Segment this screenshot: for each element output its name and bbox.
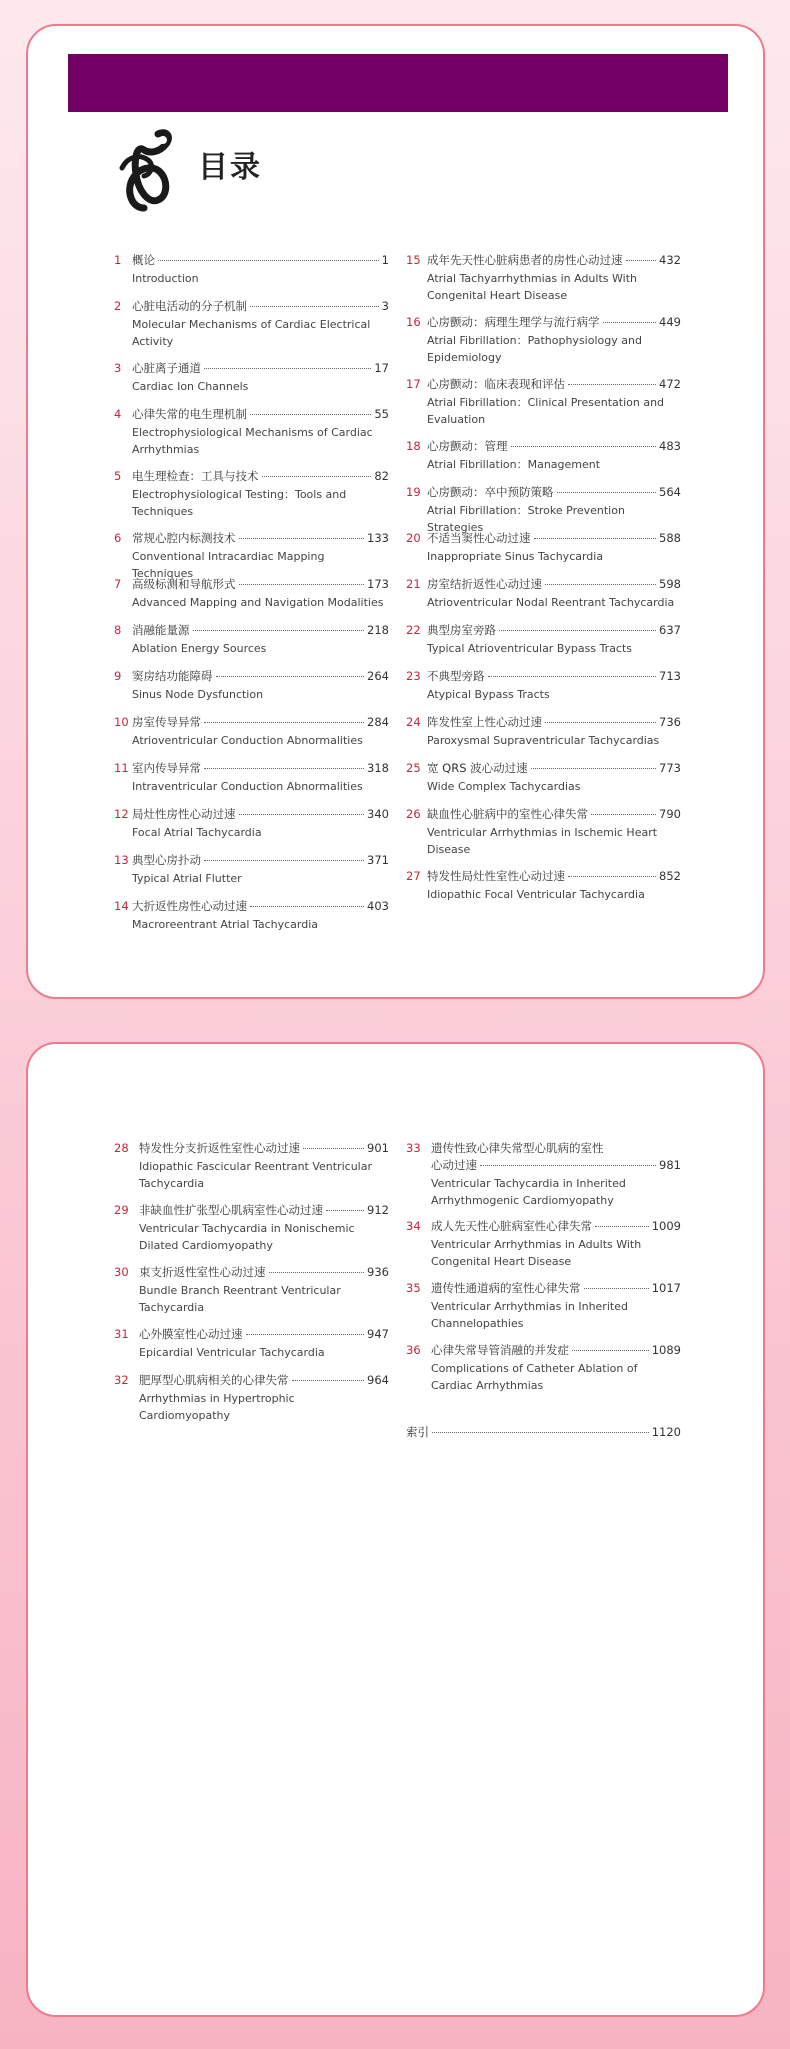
chapter-title-en: Atrioventricular Nodal Reentrant Tachycardia [427, 596, 675, 609]
chapter-number: 15 [406, 253, 421, 267]
chapter-title-zh: 遗传性致心律失常型心肌病的室性 [431, 1141, 604, 1155]
page-number: 947 [367, 1327, 389, 1341]
dot-leader [246, 1334, 365, 1335]
page-number: 432 [659, 253, 681, 267]
dot-leader [534, 538, 657, 539]
chapter-title-zh: 典型心房扑动 [132, 853, 201, 867]
chapter-title-en: Atrioventricular Conduction Abnormalities [132, 734, 363, 747]
dot-leader [239, 814, 365, 815]
chapter-number: 28 [114, 1141, 129, 1155]
chapter-title-zh: 概论 [132, 253, 155, 267]
chapter-title-zh: 成人先天性心脏病室性心律失常 [431, 1219, 592, 1233]
chapter-title-zh: 典型房室旁路 [427, 623, 496, 637]
chapter-number: 22 [406, 623, 421, 637]
chapter-number: 16 [406, 315, 421, 329]
chapter-title-en: Electrophysiological Mechanisms of Cardiac Arrhythmias [132, 426, 373, 456]
page-number: 82 [374, 469, 389, 483]
page-number: 55 [374, 407, 389, 421]
chapter-number: 17 [406, 377, 421, 391]
dot-leader [511, 446, 657, 447]
chapter-title-en: Atrial Fibrillation：Clinical Presentation and Evaluation [427, 396, 665, 426]
chapter-title-en: Sinus Node Dysfunction [132, 688, 264, 701]
chapter-number: 9 [114, 669, 122, 683]
chapter-title-en: Arrhythmias in Hypertrophic Cardiomyopathy [139, 1392, 295, 1422]
chapter-number: 24 [406, 715, 421, 729]
chapter-title-zh: 房室结折返性心动过速 [427, 577, 542, 591]
chapter-title-zh: 心律失常的电生理机制 [132, 407, 247, 421]
chapter-title-zh: 束支折返性室性心动过速 [139, 1265, 266, 1279]
page-number: 133 [367, 531, 389, 545]
index-label: 索引 [406, 1425, 429, 1439]
page-number: 472 [659, 377, 681, 391]
dot-leader [584, 1288, 649, 1289]
chapter-title-zh: 阵发性室上性心动过速 [427, 715, 542, 729]
dot-leader [557, 492, 657, 493]
chapter-title-en: Ventricular Arrhythmias in Ischemic Heart Disease [427, 826, 658, 856]
chapter-number: 20 [406, 531, 421, 545]
page-number: 912 [367, 1203, 389, 1217]
page-number: 218 [367, 623, 389, 637]
chapter-title-zh: 特发性局灶性室性心动过速 [427, 869, 565, 883]
toc-card-1 [26, 24, 765, 999]
chapter-number: 26 [406, 807, 421, 821]
dot-leader [250, 414, 371, 415]
chapter-title-en: Molecular Mechanisms of Cardiac Electrical Activity [132, 318, 371, 348]
chapter-title-zh: 高级标测和导航形式 [132, 577, 236, 591]
dot-leader [488, 676, 657, 677]
chapter-number: 4 [114, 407, 122, 421]
dot-leader [480, 1165, 656, 1166]
chapter-title-en: Ventricular Arrhythmias in Adults With Congenital Heart Disease [431, 1238, 642, 1268]
chapter-title-en: Cardiac Ion Channels [132, 380, 249, 393]
chapter-title-en: Conventional Intracardiac Mapping Techniques [132, 550, 325, 580]
page-number: 736 [659, 715, 681, 729]
chapter-title-zh: 非缺血性扩张型心肌病室性心动过速 [139, 1203, 323, 1217]
chapter-number: 19 [406, 485, 421, 499]
dot-leader [303, 1148, 364, 1149]
page-number: 284 [367, 715, 389, 729]
chapter-number: 27 [406, 869, 421, 883]
chapter-title-en: Inappropriate Sinus Tachycardia [427, 550, 604, 563]
page-number: 790 [659, 807, 681, 821]
chapter-title-en: Paroxysmal Supraventricular Tachycardias [427, 734, 660, 747]
page-number: 901 [367, 1141, 389, 1155]
chapter-number: 25 [406, 761, 421, 775]
chapter-title-en: Ventricular Tachycardia in Inherited Arrhythmogenic Cardiomyopathy [431, 1177, 626, 1207]
chapter-title-en: Ventricular Arrhythmias in Inherited Channelopathies [431, 1300, 628, 1330]
chapter-number: 35 [406, 1281, 421, 1295]
chapter-title-zh: 大折返性房性心动过速 [132, 899, 247, 913]
dot-leader [239, 584, 365, 585]
chapter-title-en: Atrial Fibrillation：Management [427, 458, 601, 471]
dot-leader [216, 676, 365, 677]
dot-leader [626, 260, 657, 261]
chapter-number: 36 [406, 1343, 421, 1357]
dot-leader [572, 1350, 649, 1351]
dot-leader [158, 260, 379, 261]
page-number: 936 [367, 1265, 389, 1279]
chapter-title-zh: 房室传导异常 [132, 715, 201, 729]
dot-leader [595, 1226, 649, 1227]
dot-leader [531, 768, 656, 769]
dot-leader [239, 538, 365, 539]
page-number: 483 [659, 439, 681, 453]
chapter-number: 32 [114, 1373, 129, 1387]
page-number: 318 [367, 761, 389, 775]
chapter-title-zh: 消融能量源 [132, 623, 190, 637]
chapter-title-en: Macroreentrant Atrial Tachycardia [132, 918, 319, 931]
page-number: 449 [659, 315, 681, 329]
chapter-title-en: Focal Atrial Tachycardia [132, 826, 262, 839]
chapter-title-zh: 室内传导异常 [132, 761, 201, 775]
page-number: 1089 [651, 1343, 681, 1357]
page-number: 713 [659, 669, 681, 683]
page-number: 964 [367, 1373, 389, 1387]
page-number: 588 [659, 531, 681, 545]
chapter-number: 11 [114, 761, 129, 775]
chapter-title-en: Wide Complex Tachycardias [427, 780, 581, 793]
page-number: 637 [659, 623, 681, 637]
chapter-ornament-icon [114, 128, 176, 212]
dot-leader [326, 1210, 364, 1211]
page-number: 340 [367, 807, 389, 821]
toc-index-entry[interactable] [406, 1424, 681, 1441]
chapter-number: 14 [114, 899, 129, 913]
page-number: 1017 [651, 1281, 681, 1295]
page-number: 564 [659, 485, 681, 499]
header-banner [68, 54, 728, 112]
chapter-number: 21 [406, 577, 421, 591]
dot-leader [204, 722, 364, 723]
dot-leader [591, 814, 656, 815]
page-number: 17 [374, 361, 389, 375]
chapter-number: 34 [406, 1219, 421, 1233]
chapter-title-zh: 宽 QRS 波心动过速 [427, 761, 528, 775]
chapter-number: 31 [114, 1327, 129, 1341]
chapter-title-en: Epicardial Ventricular Tachycardia [139, 1346, 325, 1359]
chapter-title-en: Atypical Bypass Tracts [427, 688, 550, 701]
chapter-number: 6 [114, 531, 122, 545]
dot-leader [204, 768, 364, 769]
chapter-title-zh: 电生理检查：工具与技术 [132, 469, 259, 483]
dot-leader [204, 368, 371, 369]
page-number: 403 [367, 899, 389, 913]
page-number: 598 [659, 577, 681, 591]
page-number: 371 [367, 853, 389, 867]
chapter-title-en: Ablation Energy Sources [132, 642, 267, 655]
dot-leader [204, 860, 364, 861]
chapter-title-zh: 心房颤动：病理生理学与流行病学 [427, 315, 600, 329]
chapter-number: 1 [114, 253, 122, 267]
chapter-title-zh: 特发性分支折返性室性心动过速 [139, 1141, 300, 1155]
chapter-number: 30 [114, 1265, 129, 1279]
chapter-title-en: Atrial Fibrillation：Stroke Prevention Strategies [427, 504, 625, 534]
chapter-title-en: Complications of Catheter Ablation of Cardiac Arrhythmias [431, 1362, 638, 1392]
dot-leader [568, 384, 656, 385]
chapter-title-en: Atrial Fibrillation：Pathophysiology and Epidemiology [427, 334, 642, 364]
chapter-number: 12 [114, 807, 129, 821]
page-number: 264 [367, 669, 389, 683]
dot-leader [545, 584, 656, 585]
chapter-title-en: Bundle Branch Reentrant Ventricular Tachycardia [139, 1284, 341, 1314]
dot-leader [193, 630, 365, 631]
page-number: 852 [659, 869, 681, 883]
dot-leader [250, 906, 364, 907]
chapter-title-zh: 常规心腔内标测技术 [132, 531, 236, 545]
dot-leader [269, 1272, 365, 1273]
chapter-number: 3 [114, 361, 122, 375]
chapter-title-en: Introduction [132, 272, 199, 285]
page-number: 173 [367, 577, 389, 591]
dot-leader [568, 876, 656, 877]
page-number: 1009 [651, 1219, 681, 1233]
chapter-number: 29 [114, 1203, 129, 1217]
chapter-number: 5 [114, 469, 122, 483]
chapter-title-en: Advanced Mapping and Navigation Modalities [132, 596, 384, 609]
chapter-title-zh: 缺血性心脏病中的室性心律失常 [427, 807, 588, 821]
chapter-title-en: Ventricular Tachycardia in Nonischemic Dilated Cardiomyopathy [139, 1222, 355, 1252]
page-number: 1 [381, 253, 389, 267]
chapter-title-zh: 心房颤动：管理 [427, 439, 508, 453]
chapter-title-en: Intraventricular Conduction Abnormalities [132, 780, 363, 793]
chapter-number: 10 [114, 715, 129, 729]
dot-leader [250, 306, 379, 307]
dot-leader [432, 1432, 649, 1433]
page-number: 981 [659, 1158, 681, 1172]
chapter-title-en: Typical Atrial Flutter [132, 872, 242, 885]
chapter-title-zh: 肥厚型心肌病相关的心律失常 [139, 1373, 289, 1387]
chapter-number: 33 [406, 1141, 421, 1155]
chapter-title-zh: 窦房结功能障碍 [132, 669, 213, 683]
chapter-title-en: Typical Atrioventricular Bypass Tracts [427, 642, 633, 655]
chapter-title-zh: 心脏电活动的分子机制 [132, 299, 247, 313]
page-number: 773 [659, 761, 681, 775]
chapter-title-zh: 心房颤动：卒中预防策略 [427, 485, 554, 499]
dot-leader [292, 1380, 365, 1381]
chapter-title-zh: 遗传性通道病的室性心律失常 [431, 1281, 581, 1295]
chapter-number: 2 [114, 299, 122, 313]
chapter-title-zh: 局灶性房性心动过速 [132, 807, 236, 821]
dot-leader [499, 630, 656, 631]
chapter-number: 7 [114, 577, 122, 591]
chapter-title-en: Electrophysiological Testing：Tools and Techniques [132, 488, 347, 518]
chapter-title-zh: 心律失常导管消融的并发症 [431, 1343, 569, 1357]
chapter-title-zh: 成年先天性心脏病患者的房性心动过速 [427, 253, 623, 267]
chapter-title-zh: 心动过速 [431, 1158, 477, 1172]
chapter-title-zh: 心外膜室性心动过速 [139, 1327, 243, 1341]
chapter-number: 8 [114, 623, 122, 637]
chapter-title-zh: 不典型旁路 [427, 669, 485, 683]
toc-card-2 [26, 1042, 765, 2017]
chapter-title-zh: 心房颤动：临床表现和评估 [427, 377, 565, 391]
chapter-number: 18 [406, 439, 421, 453]
dot-leader [545, 722, 656, 723]
chapter-title-en: Idiopathic Fascicular Reentrant Ventricular Tachycardia [139, 1160, 373, 1190]
index-page: 1120 [651, 1425, 681, 1439]
chapter-title-zh: 不适当窦性心动过速 [427, 531, 531, 545]
chapter-title-en: Idiopathic Focal Ventricular Tachycardia [427, 888, 645, 901]
chapter-title-en: Atrial Tachyarrhythmias in Adults With Congenital Heart Disease [427, 272, 637, 302]
page-title: 目录 [198, 150, 262, 185]
dot-leader [262, 476, 372, 477]
chapter-number: 23 [406, 669, 421, 683]
dot-leader [603, 322, 657, 323]
chapter-title-zh: 心脏离子通道 [132, 361, 201, 375]
chapter-number: 13 [114, 853, 129, 867]
page-number: 3 [381, 299, 389, 313]
